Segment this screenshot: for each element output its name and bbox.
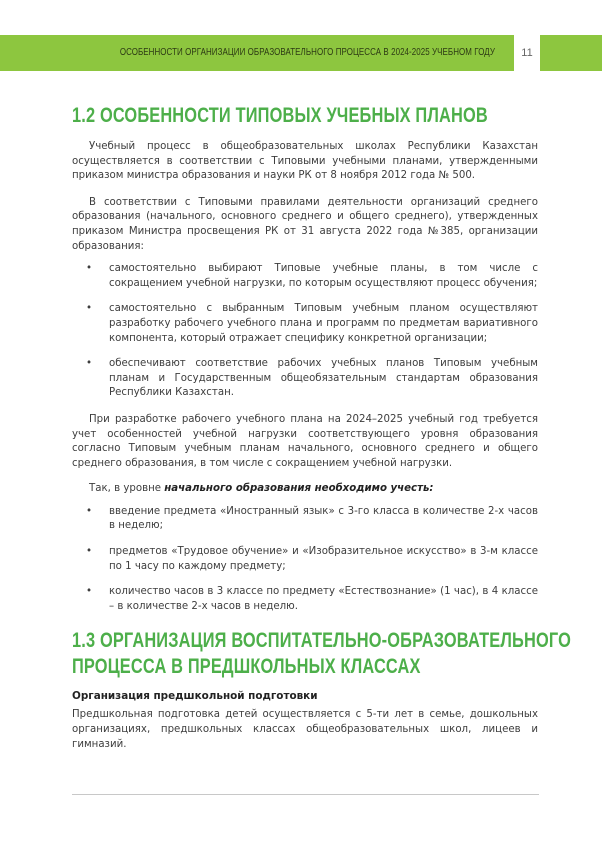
running-title: ОСОБЕННОСТИ ОРГАНИЗАЦИИ ОБРАЗОВАТЕЛЬНОГО ПРОЦЕССА В 2024-2025 УЧЕБНОМ ГОДУ (119, 47, 495, 58)
list-item-text: предметов «Трудовое обучение» и «Изобразительное искусство» в 3-м классе по 1 часу по каждому предмету; (109, 546, 538, 572)
list-item (86, 505, 538, 534)
section-title-1-3-line2: ПРОЦЕССА В ПРЕДШКОЛЬНЫХ КЛАССАХ (72, 655, 421, 679)
emphasis-text: начального образования необходимо учесть: (164, 483, 434, 495)
page-content (72, 103, 571, 752)
list-item (86, 585, 538, 614)
page-number: 11 (521, 47, 533, 59)
list-item-text: количество часов в 3 классе по предмету «Естествознание» (1 час), в 4 классе – в количестве 2-х часов в неделю. (109, 586, 538, 612)
paragraph: При разработке рабочего учебного плана на 2024–2025 учебный год требуется учет особенностей учебной нагрузки соответствующего уровня образования согласно Типовым учебным планам начального, основного среднего и общего среднего образования, в том числе с сокращением учебной нагрузки. (72, 413, 538, 469)
list-item-text: введение предмета «Иностранный язык» с 3-го класса в количестве 2-х часов в неделю; (109, 505, 538, 532)
section-title-1-3-line1: 1.3 ОРГАНИЗАЦИЯ ВОСПИТАТЕЛЬНО-ОБРАЗОВАТЕЛЬНОГО (72, 629, 571, 653)
list-item (86, 302, 538, 346)
bullet-icon: • (86, 263, 93, 275)
paragraph (72, 482, 538, 497)
list-item (86, 357, 538, 401)
list-item (86, 262, 538, 291)
paragraph-lead: Так, в уровне (89, 483, 165, 495)
list-item-text: обеспечивают соответствие рабочих учебных планов Типовым учебным планам и Государственным общеобязательным стандартам образования Республики Казахстан. (109, 358, 538, 399)
paragraph: В соответствии с Типовыми правилами деятельности организаций среднего образования (начального, основного среднего и общего среднего), утвержденных приказом Министра просвещения РК от 31 августа 2022 года №385, организации образования: (72, 196, 538, 252)
footer-divider (72, 794, 539, 795)
list-item-text: самостоятельно с выбранным Типовым учебным планом осуществляют разработку рабочего учебного плана и программ по предметам вариативного компонента, который отражает специфику конкретной организации; (109, 303, 538, 344)
paragraph: Предшкольная подготовка детей осуществляется с 5-ти лет в семье, дошкольных организациях, предшкольных классах общеобразовательных школ, лицеев и гимназий. (72, 709, 538, 750)
bullet-icon: • (86, 505, 93, 517)
subheading: Организация предшкольной подготовки (72, 690, 318, 703)
list-item (86, 545, 538, 574)
bullet-icon: • (86, 303, 93, 315)
section-title-1-2: 1.2 ОСОБЕННОСТИ ТИПОВЫХ УЧЕБНЫХ ПЛАНОВ (72, 104, 488, 127)
bullet-icon: • (86, 546, 93, 558)
list-item-text: самостоятельно выбирают Типовые учебные планы, в том числе с сокращением учебной нагрузки, по которым осуществляют процесс обучения; (109, 263, 538, 289)
bullet-icon: • (86, 586, 93, 598)
bullet-icon: • (86, 358, 93, 370)
paragraph: Учебный процесс в общеобразовательных школах Республики Казахстан осуществляется в соответствии с Типовыми учебными планами, утвержденными приказом министра образования и науки РК от 8 ноября 2012 года № 500. (72, 141, 538, 182)
